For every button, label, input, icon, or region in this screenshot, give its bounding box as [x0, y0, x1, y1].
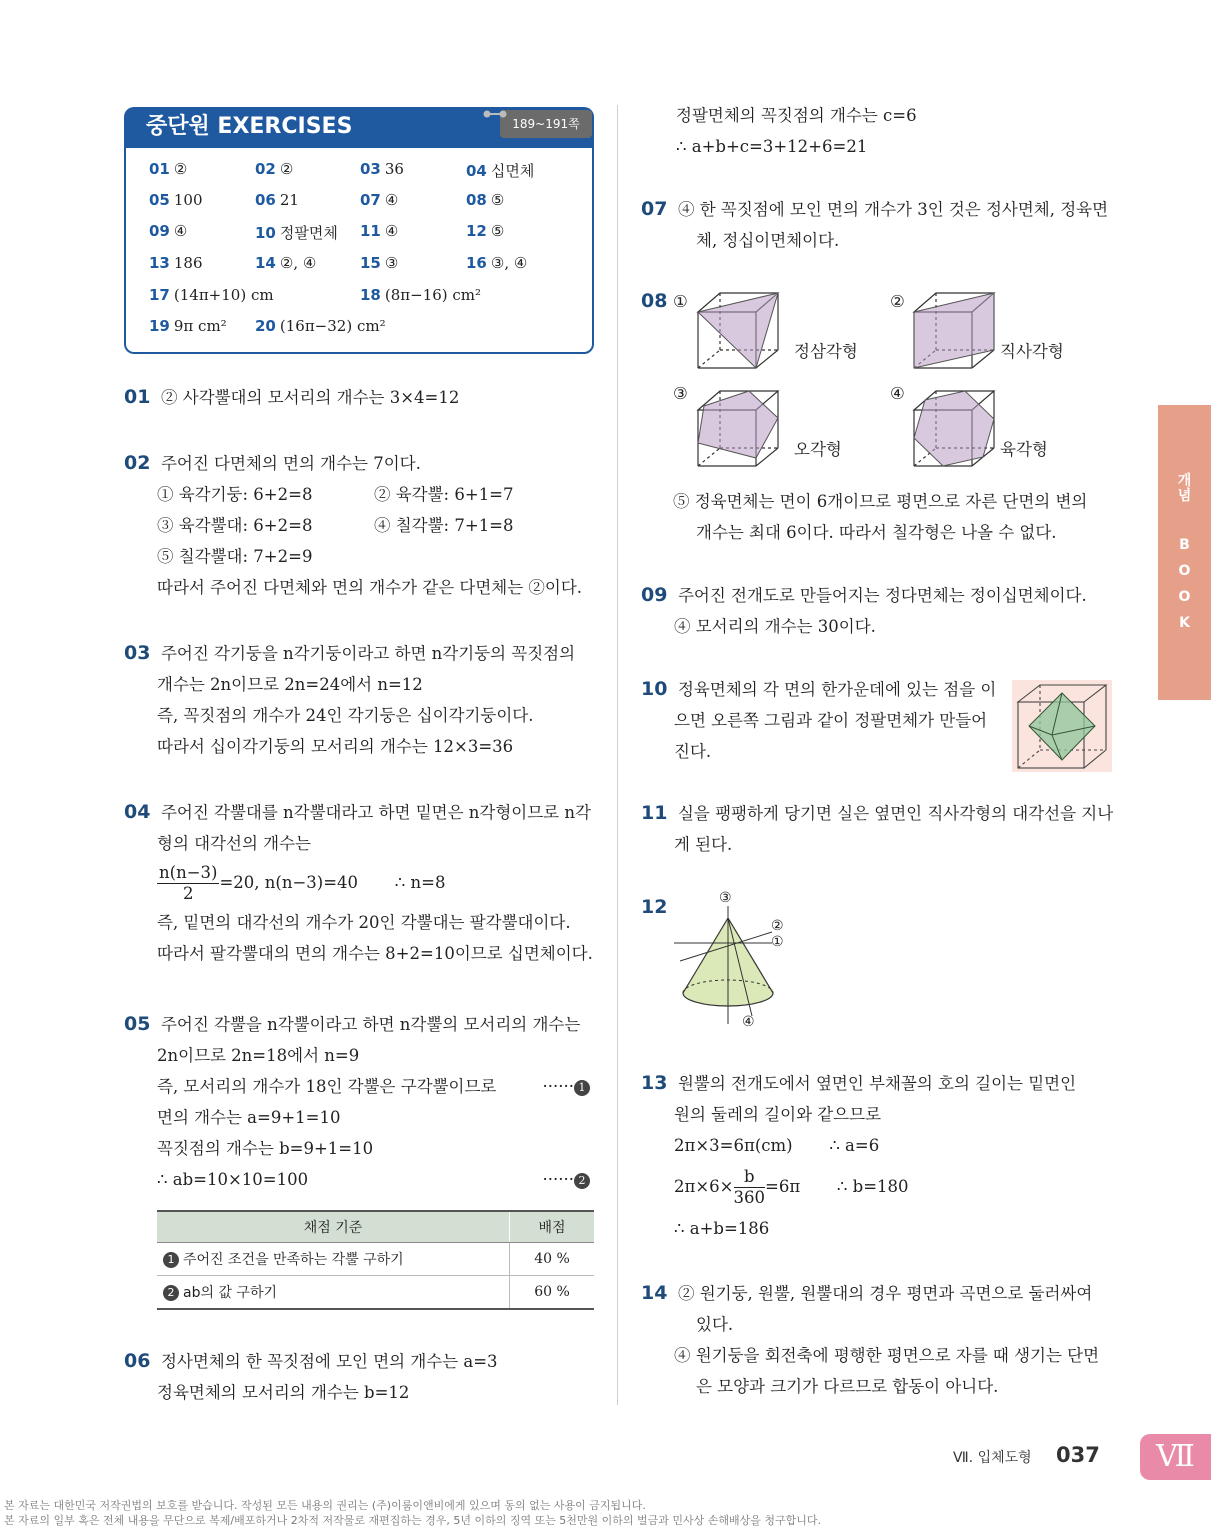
- solution-01: 01 ② 사각뿔대의 모서리의 개수는 3×4=12: [124, 386, 460, 408]
- cube-hexagon-section-figure: [910, 388, 1000, 470]
- exercise-answer: 05 100: [149, 191, 203, 209]
- exercise-answer: 11 ④: [360, 222, 399, 240]
- exercise-answer: 17 (14π+10) cm: [149, 286, 274, 304]
- solution-05: 05 주어진 각뿔을 n각뿔이라고 하면 n각뿔의 모서리의 개수는 2n이므로 2n=18에서 n=9 즉, 모서리의 개수가 18인 각뿔은 구각뿔이므로 ······ 1 면의 개수는 a=9+1=10 꼭짓점의 개수는 b=9+1=10 ∴ ab=10×10=100 ······ 2: [124, 1009, 594, 1195]
- chapter-label: Ⅶ. 입체도형: [953, 1450, 1032, 1466]
- solution-06-continued: 정팔면체의 꼭짓점의 개수는 c=6 ∴ a+b+c=3+12+6=21: [676, 106, 917, 156]
- solution-03: 03 주어진 각기둥을 n각기둥이라고 하면 n각기둥의 꼭짓점의 개수는 2n이므로 2n=24에서 n=12 즉, 꼭짓점의 개수가 24인 각기둥은 십이각기둥이다. 따라서 십이각기둥의 모서리의 개수는 12×3=36: [124, 642, 576, 756]
- solution-11: 11 실을 팽팽하게 당기면 실은 옆면인 직사각형의 대각선을 지나 게 된다.: [641, 802, 1114, 854]
- exercise-answer: 12 ⑤: [466, 222, 505, 240]
- solution-09: 09 주어진 전개도로 만들어지는 정다면체는 정이십면체이다. ④ 모서리의 개수는 30이다.: [641, 584, 1087, 636]
- solution-14: 14 ② 원기둥, 원뿔, 원뿔대의 경우 평면과 곡면으로 둘러싸여 있다. ④ 원기둥을 회전축에 평행한 평면으로 자를 때 생기는 단면 은 모양과 크기가 다르므로 합동이 아니다.: [641, 1282, 1100, 1396]
- scoring-table: [157, 1210, 594, 1310]
- solution-13: 13 원뿔의 전개도에서 옆면인 부채꼴의 호의 길이는 밑면인 원의 둘레의 길이와 같으므로 2π×3=6π(cm) ∴ a=6 2π×6× $\frac{b}{360}$ =6π ∴ b=180 ∴ a+b=186: [641, 1072, 1077, 1238]
- side-tab-concept-book: 개 념 B O O K: [1158, 405, 1211, 700]
- copyright-line-1: 본 자료는 대한민국 저작권법의 보호를 받습니다. 작성된 모든 내용의 권리는 (주)이룸이앤비에게 있으며 동의 없는 사용이 금지됩니다.: [4, 1499, 646, 1512]
- step-marker: 2: [574, 1173, 590, 1189]
- table-row: 2 ab의 값 구하기 60 %: [157, 1276, 594, 1310]
- solution-08-note: ⑤ 정육면체는 면이 6개이므로 평면으로 자른 단면의 변의 개수는 최대 6이다. 따라서 칠각형은 나올 수 없다.: [673, 492, 1088, 542]
- solution-02: 02 주어진 다면체의 면의 개수는 7이다. ① 육각기둥: 6+2=8 ② 육각뿔: 6+1=7 ③ 육각뿔대: 6+2=8 ④ 칠각뿔: 7+1=8 ⑤ 칠각뿔대: 7+2=9 따라서 주어진 다면체와 면의 개수가 같은 다면체는 ②이다.: [124, 452, 583, 597]
- exercise-answer: 04 십면체: [466, 162, 535, 180]
- column-divider: [617, 105, 618, 1405]
- exercise-answer: 14 ②, ④: [255, 254, 317, 272]
- exercise-answer: 16 ③, ④: [466, 254, 528, 272]
- exercise-answer: 18 (8π−16) cm²: [360, 286, 482, 304]
- exercise-answer: 08 ⑤: [466, 191, 505, 209]
- cube-octahedron-figure: [1012, 680, 1112, 772]
- solution-10: 10 정육면체의 각 면의 한가운데에 있는 점을 이 으면 오른쪽 그림과 같이 정팔면체가 만들어 진다.: [641, 678, 997, 761]
- exercise-answer: 10 정팔면체: [255, 224, 338, 242]
- exercise-answer: 02 ②: [255, 160, 294, 178]
- cube-rectangle-section-figure: [910, 290, 1000, 372]
- exercise-answer: 19 9π cm²: [149, 317, 227, 335]
- solution-07: 07 ④ 한 꼭짓점에 모인 면의 개수가 3인 것은 정사면체, 정육면 체, 정십이면체이다.: [641, 198, 1109, 250]
- exercise-answer: 20 (16π−32) cm²: [255, 317, 386, 335]
- score-header-points: 배점: [510, 1211, 595, 1243]
- connector-icon: [482, 108, 508, 120]
- exercise-answer: 13 186: [149, 254, 203, 272]
- score-header-criteria: 채점 기준: [157, 1211, 510, 1243]
- solution-06: 06 정사면체의 한 꼭짓점에 모인 면의 개수는 a=3 정육면체의 모서리의 개수는 b=12: [124, 1350, 498, 1402]
- solution-12-number: 12: [641, 896, 668, 918]
- step-marker: 1: [574, 1080, 590, 1096]
- cube-pentagon-section-figure: [694, 388, 784, 470]
- solution-04: 04 주어진 각뿔대를 n각뿔대라고 하면 밑면은 n각형이므로 n각 형의 대각선의 개수는 $\frac{n(n-3)}{2}$ =20, n(n−3)=40 ∴ n=8 즉, 밑면의 대각선의 개수가 20인 각뿔대는 팔각뿔대이다. 따라서 팔각뿔대의 면의 개수는 8+2=10이므로 십면체이다.: [124, 801, 593, 963]
- cone-figure: [674, 906, 784, 1026]
- exercise-answer: 07 ④: [360, 191, 399, 209]
- exercises-title: 중단원 EXERCISES: [124, 107, 594, 147]
- page-number: 037: [1056, 1443, 1100, 1467]
- table-row: 1 주어진 조건을 만족하는 각뿔 구하기 40 %: [157, 1243, 594, 1276]
- solution-08-number: 08: [641, 290, 668, 312]
- exercises-pages-badge: 189~191쪽: [500, 110, 592, 138]
- exercise-answer: 06 21: [255, 191, 299, 209]
- exercise-answer: 09 ④: [149, 222, 188, 240]
- copyright-line-2: 본 자료의 일부 혹은 전체 내용을 무단으로 복제/배포하거나 2차적 저작물로 재편집하는 경우, 5년 이하의 징역 또는 5천만원 이하의 벌금과 민사상 손해배상을 청구합니다.: [4, 1514, 822, 1527]
- exercise-answer: 15 ③: [360, 254, 399, 272]
- exercise-answer: 01 ②: [149, 160, 188, 178]
- chapter-badge: Ⅶ: [1140, 1434, 1211, 1480]
- cube-triangle-section-figure: [694, 290, 784, 372]
- exercise-answer: 03 36: [360, 160, 404, 178]
